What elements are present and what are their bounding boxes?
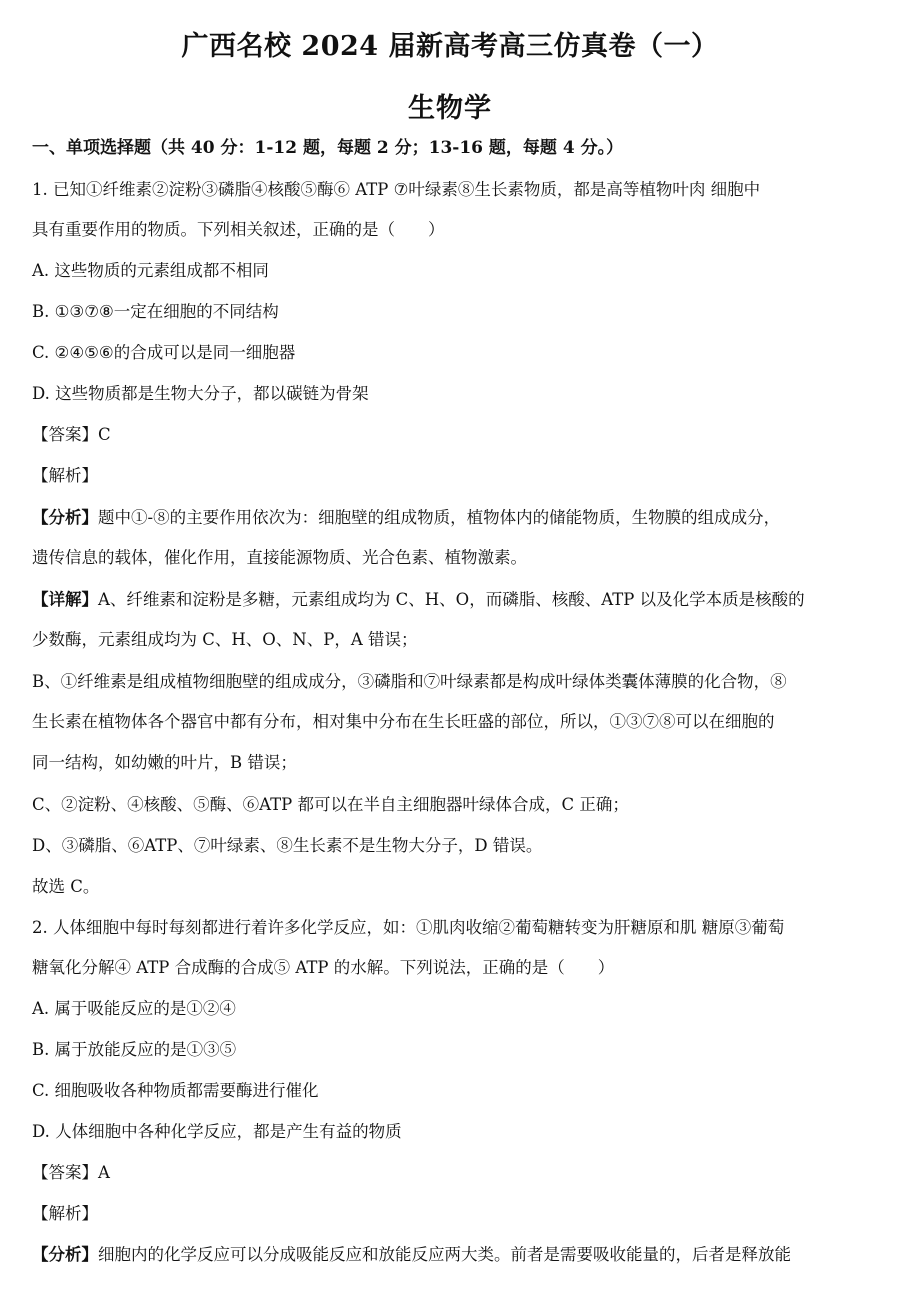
q1-option-a: A. 这些物质的元素组成都不相同 bbox=[32, 261, 269, 280]
q2-option-b: B. 属于放能反应的是①③⑤ bbox=[32, 1040, 237, 1059]
q1-fenxi-line-2: 遗传信息的载体，催化作用，直接能源物质、光合色素、植物激素。 bbox=[32, 548, 527, 567]
q1-analysis-label: 【解析】 bbox=[32, 466, 98, 485]
q2-answer: 【答案】A bbox=[32, 1163, 110, 1182]
q1-stem-line-1: 1. 已知①纤维素②淀粉③磷脂④核酸⑤酶⑥ ATP ⑦叶绿素⑧生长素物质，都是高等植物叶肉 细胞中 bbox=[32, 180, 761, 199]
q1-answer: 【答案】C bbox=[32, 425, 111, 444]
q2-analysis-label: 【解析】 bbox=[32, 1204, 98, 1223]
q1-xiangjie-text-1: A、纤维素和淀粉是多糖，元素组成均为 C、H、O，而磷脂、核酸、ATP 以及化学本质是核酸的 bbox=[98, 590, 805, 609]
exam-title: 广西名校 2024 届新高考高三仿真卷（一） bbox=[181, 31, 719, 62]
q1-b-line-1: B、①纤维素是组成植物细胞壁的组成成分，③磷脂和⑦叶绿素都是构成叶绿体类囊体薄膜的化合物，⑧ bbox=[32, 672, 787, 691]
q1-d-line: D、③磷脂、⑥ATP、⑦叶绿素、⑧生长素不是生物大分子，D 错误。 bbox=[32, 836, 543, 855]
q1-xiangjie-label: 【详解】 bbox=[32, 590, 98, 609]
q1-fenxi-line-1 bbox=[32, 508, 780, 528]
q2-stem-line-1: 2. 人体细胞中每时每刻都进行着许多化学反应，如：①肌肉收缩②葡萄糖转变为肝糖原和肌 糖原③葡萄 bbox=[32, 918, 785, 937]
q1-b-line-2: 生长素在植物体各个器官中都有分布，相对集中分布在生长旺盛的部位，所以，①③⑦⑧可以在细胞的 bbox=[32, 712, 775, 731]
q1-fenxi-label: 【分析】 bbox=[32, 508, 98, 527]
q2-fenxi-line-1 bbox=[32, 1245, 791, 1265]
q2-fenxi-label: 【分析】 bbox=[32, 1245, 98, 1264]
q1-option-d: D. 这些物质都是生物大分子，都以碳链为骨架 bbox=[32, 384, 369, 403]
q1-fenxi-text-1: 题中①-⑧的主要作用依次为：细胞壁的组成物质，植物体内的储能物质，生物膜的组成成分， bbox=[98, 508, 781, 527]
section-heading: 一、单项选择题（共 40 分：1-12 题，每题 2 分；13-16 题，每题 4 分。） bbox=[32, 138, 624, 158]
q2-option-d: D. 人体细胞中各种化学反应，都是产生有益的物质 bbox=[32, 1122, 402, 1141]
q2-stem-line-2: 糖氧化分解④ ATP 合成酶的合成⑤ ATP 的水解。下列说法，正确的是（ ） bbox=[32, 958, 615, 977]
q2-fenxi-text-1: 细胞内的化学反应可以分成吸能反应和放能反应两大类。前者是需要吸收能量的，后者是释放能 bbox=[98, 1245, 791, 1264]
q1-conclusion: 故选 C。 bbox=[32, 877, 100, 896]
q1-b-line-3: 同一结构，如幼嫩的叶片，B 错误； bbox=[32, 753, 297, 772]
subject-title: 生物学 bbox=[408, 93, 492, 124]
q1-stem-line-2: 具有重要作用的物质。下列相关叙述，正确的是（ ） bbox=[32, 220, 445, 239]
q1-xiangjie-line-2: 少数酶，元素组成均为 C、H、O、N、P，A 错误； bbox=[32, 630, 418, 649]
q1-option-b: B. ①③⑦⑧一定在细胞的不同结构 bbox=[32, 302, 279, 321]
q1-xiangjie-line-1 bbox=[32, 590, 805, 610]
q2-option-a: A. 属于吸能反应的是①②④ bbox=[32, 999, 236, 1018]
q1-c-line: C、②淀粉、④核酸、⑤酶、⑥ATP 都可以在半自主细胞器叶绿体合成，C 正确； bbox=[32, 795, 629, 814]
q2-option-c: C. 细胞吸收各种物质都需要酶进行催化 bbox=[32, 1081, 319, 1100]
q1-option-c: C. ②④⑤⑥的合成可以是同一细胞器 bbox=[32, 343, 296, 362]
